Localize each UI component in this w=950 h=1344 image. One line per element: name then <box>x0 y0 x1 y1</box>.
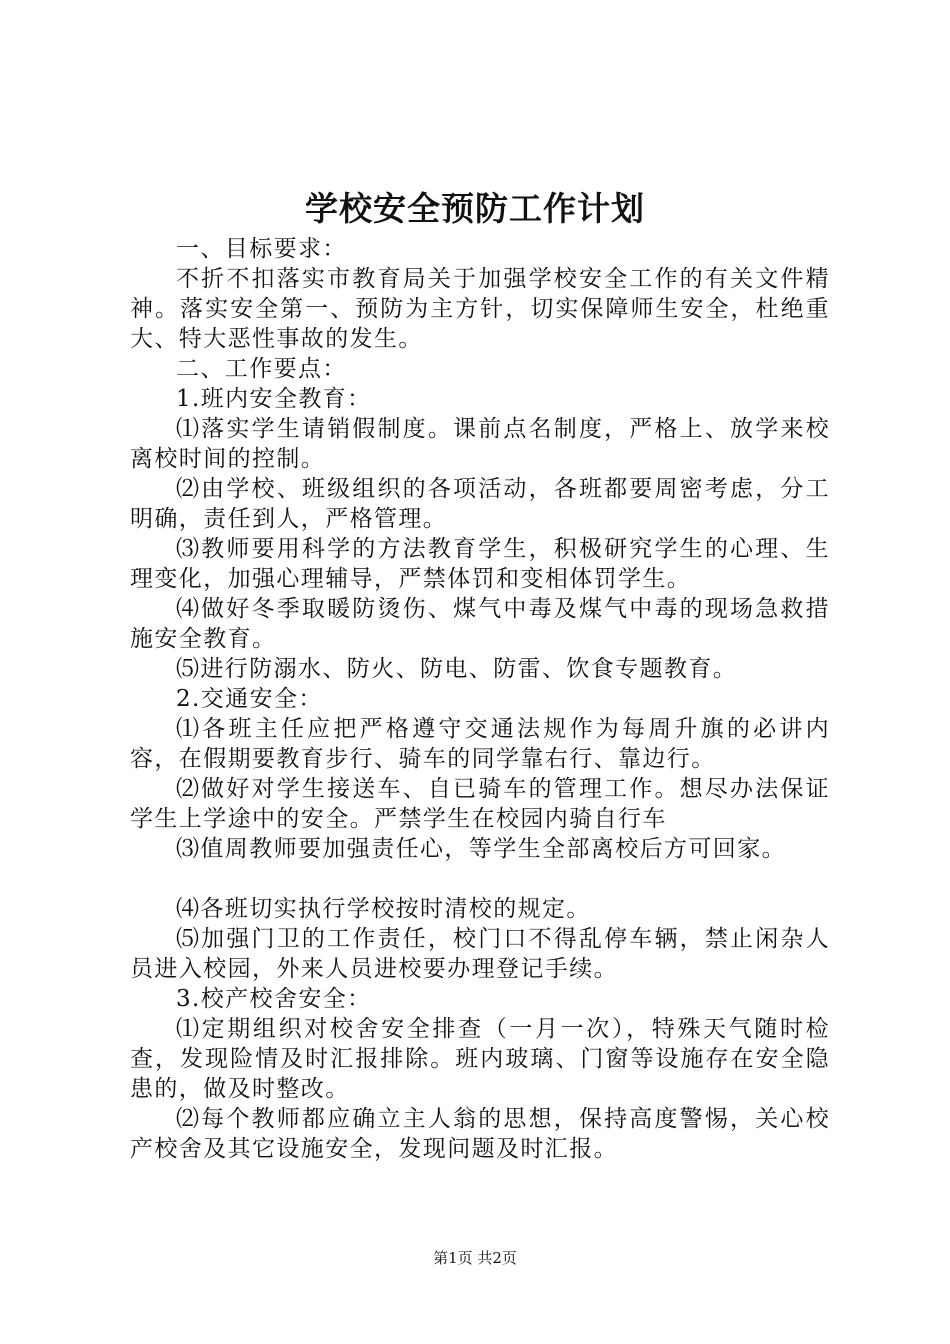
blank-line <box>130 864 830 894</box>
page-footer: 第1页 共2页 <box>433 1249 517 1267</box>
list-item: ⑴落实学生请销假制度。课前点名制度，严格上、放学来校离校时间的控制。 <box>130 416 830 472</box>
paragraph: 不折不扣落实市教育局关于加强学校安全工作的有关文件精神。落实安全第一、预防为主方针，切实保障师生安全，杜绝重大、特大恶性事故的发生。 <box>130 266 830 352</box>
list-item: ⑴定期组织对校舍安全排查（一月一次），特殊天气随时检查，发现险情及时汇报排除。班内玻璃、门窗等设施存在安全隐患的，做及时整改。 <box>130 1016 830 1102</box>
list-item: ⑴各班主任应把严格遵守交通法规作为每周升旗的必讲内容，在假期要教育步行、骑车的同学靠右行、靠边行。 <box>130 716 830 772</box>
list-item: ⑸加强门卫的工作责任，校门口不得乱停车辆，禁止闲杂人员进入校园，外来人员进校要办理登记手续。 <box>130 926 830 982</box>
section-heading: 一、目标要求： <box>176 236 347 262</box>
section-heading: 二、工作要点： <box>176 356 347 382</box>
list-item: ⑵做好对学生接送车、自已骑车的管理工作。想尽办法保证学生上学途中的安全。严禁学生在校园内骑自行车 <box>130 776 830 832</box>
subsection-heading: 2.交通安全： <box>176 686 323 712</box>
list-item: ⑷各班切实执行学校按时清校的规定。 <box>176 896 591 922</box>
document-body <box>130 234 830 1164</box>
list-item: ⑵每个教师都应确立主人翁的思想，保持高度警惕，关心校产校舍及其它设施安全，发现问题及时汇报。 <box>130 1106 830 1162</box>
document-title: 学校安全预防工作计划 <box>305 189 645 228</box>
list-item: ⑸进行防溺水、防火、防电、防雷、饮食专题教育。 <box>176 656 738 682</box>
list-item: ⑵由学校、班级组织的各项活动，各班都要周密考虑，分工明确，责任到人，严格管理。 <box>130 476 830 532</box>
subsection-heading: 1.班内安全教育： <box>176 386 372 412</box>
list-item: ⑶值周教师要加强责任心，等学生全部离校后方可回家。 <box>176 836 786 862</box>
list-item: ⑶教师要用科学的方法教育学生，积极研究学生的心理、生理变化，加强心理辅导，严禁体罚和变相体罚学生。 <box>130 536 830 592</box>
list-item: ⑷做好冬季取暖防烫伤、煤气中毒及煤气中毒的现场急救措施安全教育。 <box>130 596 830 652</box>
subsection-heading: 3.校产校舍安全： <box>176 986 372 1012</box>
